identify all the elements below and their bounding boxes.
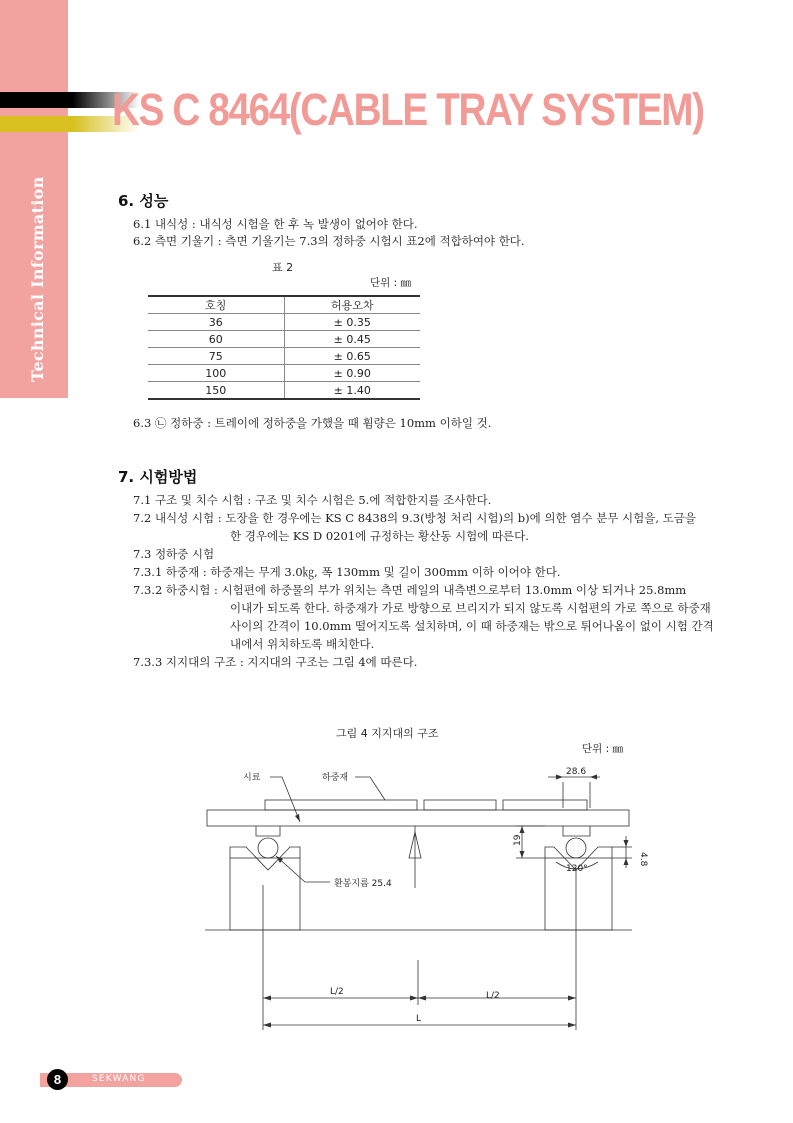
section7-heading: 7. 시험방법: [118, 468, 198, 486]
label-load: 하중재: [322, 773, 349, 783]
line-7-2-cont: 한 경우에는 KS D 0201에 규정하는 황산동 시험에 따른다.: [230, 529, 529, 543]
label-half-left: L/2: [330, 987, 344, 997]
leader-load: [355, 777, 385, 800]
load-block: [424, 800, 496, 810]
line-7-1: 7.1 구조 및 치수 시험 : 구조 및 치수 시험은 5.에 적합한지를 조사한다.: [133, 493, 492, 507]
arrow-head: [410, 996, 418, 1001]
arrow-head: [418, 996, 426, 1001]
arrow-head: [520, 851, 525, 858]
label-half-right: L/2: [486, 991, 500, 1001]
arrow-head: [520, 826, 525, 833]
right-roller: [566, 838, 586, 858]
arrow-head: [624, 840, 629, 847]
page-title: KS C 8464(CABLE TRAY SYSTEM): [112, 84, 704, 135]
line-7-2: 7.2 내식성 시험 : 도장을 한 경우에는 KS C 8438의 9.3(방청 처리 시험)의 b)에 의한 염수 분무 시험을, 도금을: [133, 511, 696, 525]
line-6-3: 6.3 ㉡ 정하중 : 트레이에 정하중을 가했을 때 휨량은 10mm 이하일 것.: [133, 416, 492, 430]
arrow-head: [263, 1023, 271, 1028]
table-cell: 36: [148, 314, 284, 331]
line-7-3-2: 7.3.2 하중시험 : 시험편에 하중물의 부가 위치는 측면 레일의 내측변으로부터 13.0mm 이상 되거나 25.8mm: [133, 583, 687, 597]
arrow-head: [568, 1023, 576, 1028]
table-cell: ± 0.90: [284, 365, 420, 382]
label-rod: 환봉지름 25.4: [334, 879, 392, 889]
table-unit: 단위 : ㎜: [370, 277, 411, 289]
page-number: 8: [47, 1069, 68, 1090]
label-4-8: 4.8: [638, 852, 648, 867]
right-bracket: [563, 826, 590, 836]
left-v-notch: [230, 847, 300, 870]
table-header-size: 호칭: [148, 296, 284, 314]
table-cell: 150: [148, 382, 284, 400]
label-sample: 시료: [243, 773, 261, 783]
arrow-head: [263, 996, 271, 1001]
label-angle: 120°: [566, 864, 588, 874]
section6-heading: 6. 성능: [118, 192, 169, 210]
line-6-2: 6.2 측면 기울기 : 측면 기울기는 7.3의 정하중 시험시 표2에 적합하여야 한다.: [133, 234, 525, 248]
line-7-3-2-cont2: 사이의 간격이 10.0mm 떨어지도록 설치하며, 이 때 하중재는 밖으로 튀어나옴이 없이 시험 간격: [230, 619, 714, 633]
line-7-3: 7.3 정하중 시험: [133, 547, 215, 561]
line-7-3-1: 7.3.1 하중재 : 하중재는 무게 3.0㎏, 폭 130mm 및 길이 300mm 이하 이어야 한다.: [133, 565, 561, 579]
table-cell: ± 0.35: [284, 314, 420, 331]
arrow-head: [276, 856, 283, 863]
table-header-tolerance: 허용오차: [284, 296, 420, 314]
figure-unit: 단위 : ㎜: [582, 743, 623, 755]
left-roller: [258, 838, 278, 858]
label-full: L: [416, 1014, 422, 1024]
left-support: [230, 858, 300, 930]
load-block: [265, 800, 417, 810]
label-19: 19: [513, 834, 523, 846]
table-cell: ± 1.40: [284, 382, 420, 400]
line-7-3-3: 7.3.3 지지대의 구조 : 지지대의 구조는 그림 4에 따른다.: [133, 655, 418, 669]
table-cell: 60: [148, 331, 284, 348]
label-28-6: 28.6: [566, 767, 587, 777]
figure-caption: 그림 4 지지대의 구조: [336, 727, 439, 740]
arrow-head: [590, 775, 597, 780]
leader-sample: [270, 777, 300, 822]
left-bracket: [256, 826, 280, 836]
table-cell: 100: [148, 365, 284, 382]
table-cell: ± 0.45: [284, 331, 420, 348]
arrow-head: [295, 814, 300, 822]
side-label: Technical Information: [28, 176, 47, 382]
line-6-1: 6.1 내식성 : 내식성 시험을 한 후 녹 발생이 없어야 한다.: [133, 217, 418, 231]
load-block: [503, 800, 587, 810]
leader-rod: [276, 856, 330, 882]
line-7-3-2-cont3: 내에서 위치하도록 배치한다.: [230, 637, 375, 651]
table-cell: ± 0.65: [284, 348, 420, 365]
table-cell: 75: [148, 348, 284, 365]
dimension-arrows: [263, 775, 629, 1028]
arrow-head: [556, 775, 563, 780]
footer-brand: SEKWANG: [92, 1074, 146, 1084]
arrow-head: [568, 996, 576, 1001]
line-7-3-2-cont1: 이내가 되도록 한다. 하중재가 가로 방향으로 브리지가 되지 않도록 시험편의 가로 쪽으로 하중재: [230, 601, 711, 615]
arrow-head: [624, 858, 629, 865]
tray-sample: [207, 810, 629, 826]
table-caption: 표 2: [272, 261, 294, 274]
